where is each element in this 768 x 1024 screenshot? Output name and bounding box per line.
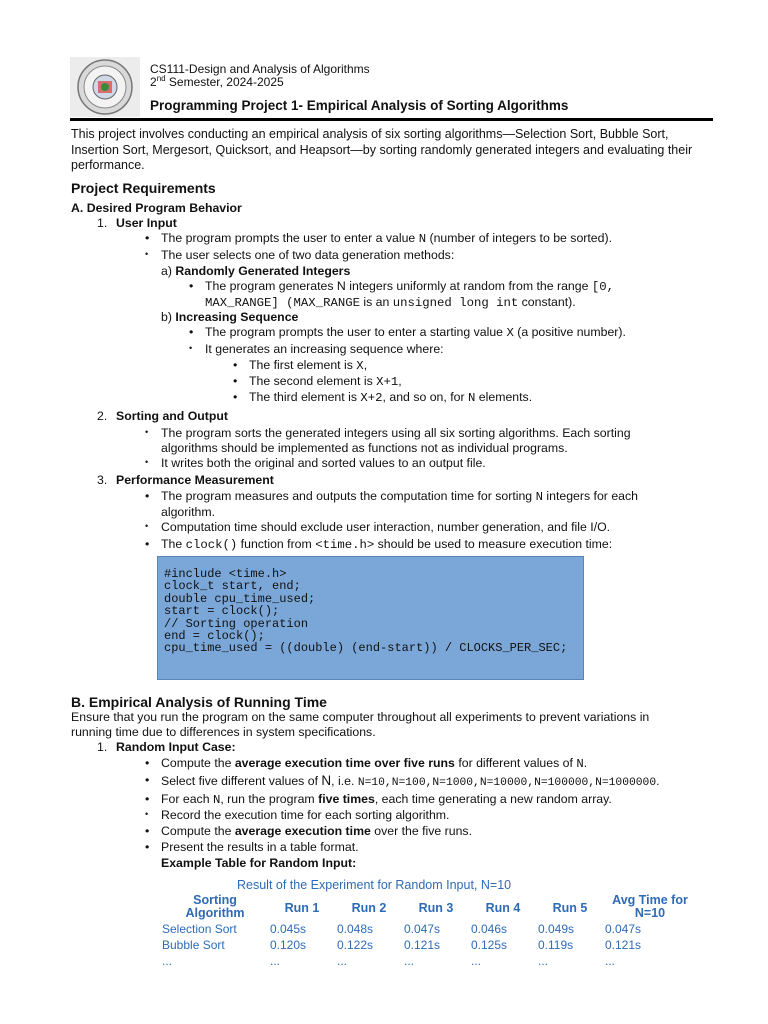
table-cell: 0.046s [471, 922, 508, 936]
table-cell: ... [538, 954, 549, 968]
course-name: CS111-Design and Analysis of Algorithms [150, 62, 370, 76]
header-run-5: Run 5 [552, 901, 588, 915]
header-run-1: Run 1 [284, 901, 320, 915]
option-a-line-2: MAX_RANGE] (MAX_RANGE is an unsigned long int constant). [205, 295, 576, 310]
table-cell: 0.048s [337, 922, 374, 936]
table-cell: ... [605, 954, 616, 968]
table-cell: ... [471, 954, 482, 968]
code-line: cpu_time_used = ((double) (end-start)) / CLOCKS_PER_SEC; [164, 641, 568, 656]
section-a-heading: A. Desired Program Behavior [71, 201, 242, 215]
table-cell: 0.119s [538, 938, 574, 952]
step-2-number: 2. [97, 409, 108, 423]
random-bullet-6: • Present the results in a table format. [161, 840, 359, 854]
semester: 2nd Semester, 2024-2025 [150, 74, 284, 89]
section-b-heading: B. Empirical Analysis of Running Time [71, 694, 327, 710]
sequence-item-2: • The second element is X+1, [249, 374, 402, 389]
performance-bullet-1-line-1: • The program measures and outputs the computation time for sorting N integers for each [161, 489, 638, 504]
random-bullet-2: • Select five different values of N, i.e. N=10,N=100,N=1000,N=10000,N=100000,N=1000000. [161, 773, 660, 789]
table-cell: Selection Sort [162, 922, 237, 936]
section-b-intro-line-2: running time due to differences in system specifications. [71, 725, 376, 739]
random-case-number: 1. [97, 740, 108, 754]
header-run-4: Run 4 [485, 901, 521, 915]
example-table-label: Example Table for Random Input: [161, 856, 357, 870]
header-run-3: Run 3 [418, 901, 454, 915]
option-a-line-1: • The program generates N integers uniformly at random from the range [0, [205, 279, 614, 294]
table-cell: 0.045s [270, 922, 307, 936]
sorting-bullet-2: • It writes both the original and sorted values to an output file. [161, 456, 486, 470]
table-cell: ... [404, 954, 415, 968]
table-cell: ... [270, 954, 281, 968]
code-line: start = clock(); [164, 604, 280, 619]
user-input-bullet-2: • The user selects one of two data generation methods: [161, 248, 454, 262]
step-1-number: 1. [97, 216, 108, 230]
intro-paragraph: This project involves conducting an empirical analysis of six sorting algorithms—Selection Sort, Bubble Sort, Insertion Sort, Mergesort, Quicksort, and Heapsort—by sorting randomly generated integers and evaluating their performance. [71, 127, 693, 172]
table-cell: 0.121s [605, 938, 642, 952]
step-1-title: User Input [116, 216, 177, 230]
code-line: // Sorting operation [164, 616, 309, 631]
table-cell: 0.120s [270, 938, 307, 952]
table-cell: 0.125s [471, 938, 508, 952]
table-cell: 0.047s [404, 922, 441, 936]
sorting-bullet-1-line-2: algorithms should be implemented as functions not as individual programs. [161, 441, 568, 455]
sequence-item-3: • The third element is X+2, and so on, for N elements. [249, 390, 532, 405]
table-cell: 0.049s [538, 922, 575, 936]
project-requirements-heading: Project Requirements [71, 180, 216, 196]
table-cell: ... [337, 954, 348, 968]
step-3-title: Performance Measurement [116, 473, 274, 487]
sequence-item-1: • The first element is X, [249, 358, 367, 373]
header-avg-time: Avg Time for N=10 [612, 893, 688, 920]
header-divider [70, 118, 713, 121]
university-seal-icon [70, 57, 140, 117]
table-title: Result of the Experiment for Random Input, N=10 [237, 878, 512, 892]
table-cell: 0.121s [404, 938, 441, 952]
code-line: double cpu_time_used; [164, 591, 316, 606]
table-cell: Bubble Sort [162, 938, 225, 952]
step-2-title: Sorting and Output [116, 409, 229, 423]
sorting-bullet-1-line-1: • The program sorts the generated integers using all six sorting algorithms. Each sorting [161, 426, 631, 440]
random-case-title: Random Input Case: [116, 740, 236, 754]
option-b-line-2: • It generates an increasing sequence where: [205, 342, 444, 356]
user-input-bullet-1: • The program prompts the user to enter a value N (number of integers to be sorted). [161, 231, 612, 246]
table-cell: 0.122s [337, 938, 374, 952]
project-title: Programming Project 1- Empirical Analysis of Sorting Algorithms [150, 98, 569, 113]
header-sorting-algorithm: Sorting Algorithm [185, 893, 245, 920]
code-block [157, 556, 584, 680]
random-bullet-5: • Compute the average execution time over the five runs. [161, 824, 472, 838]
random-bullet-3: • For each N, run the program five times, each time generating a new random array. [161, 792, 612, 807]
performance-bullet-1-line-2: algorithm. [161, 505, 215, 519]
table-cell: ... [162, 954, 173, 968]
step-3-number: 3. [97, 473, 108, 487]
university-seal-logo [70, 57, 140, 117]
table-cell: 0.047s [605, 922, 642, 936]
performance-bullet-3: • The clock() function from <time.h> should be used to measure execution time: [161, 537, 612, 552]
random-bullet-4: • Record the execution time for each sorting algorithm. [161, 808, 449, 822]
option-a: a) Randomly Generated Integers [161, 264, 351, 278]
code-line: clock_t start, end; [164, 579, 301, 594]
section-b-intro-line-1: Ensure that you run the program on the same computer throughout all experiments to prevent variations in [71, 710, 650, 724]
option-b-line-1: • The program prompts the user to enter a starting value X (a positive number). [205, 325, 626, 340]
code-line: end = clock(); [164, 629, 265, 644]
code-line: #include <time.h> [164, 567, 287, 581]
option-b: b) Increasing Sequence [161, 310, 299, 324]
random-bullet-1: • Compute the average execution time over five runs for different values of N. [161, 756, 587, 771]
header-run-2: Run 2 [351, 901, 387, 915]
performance-bullet-2: • Computation time should exclude user interaction, number generation, and file I/O. [161, 520, 610, 534]
